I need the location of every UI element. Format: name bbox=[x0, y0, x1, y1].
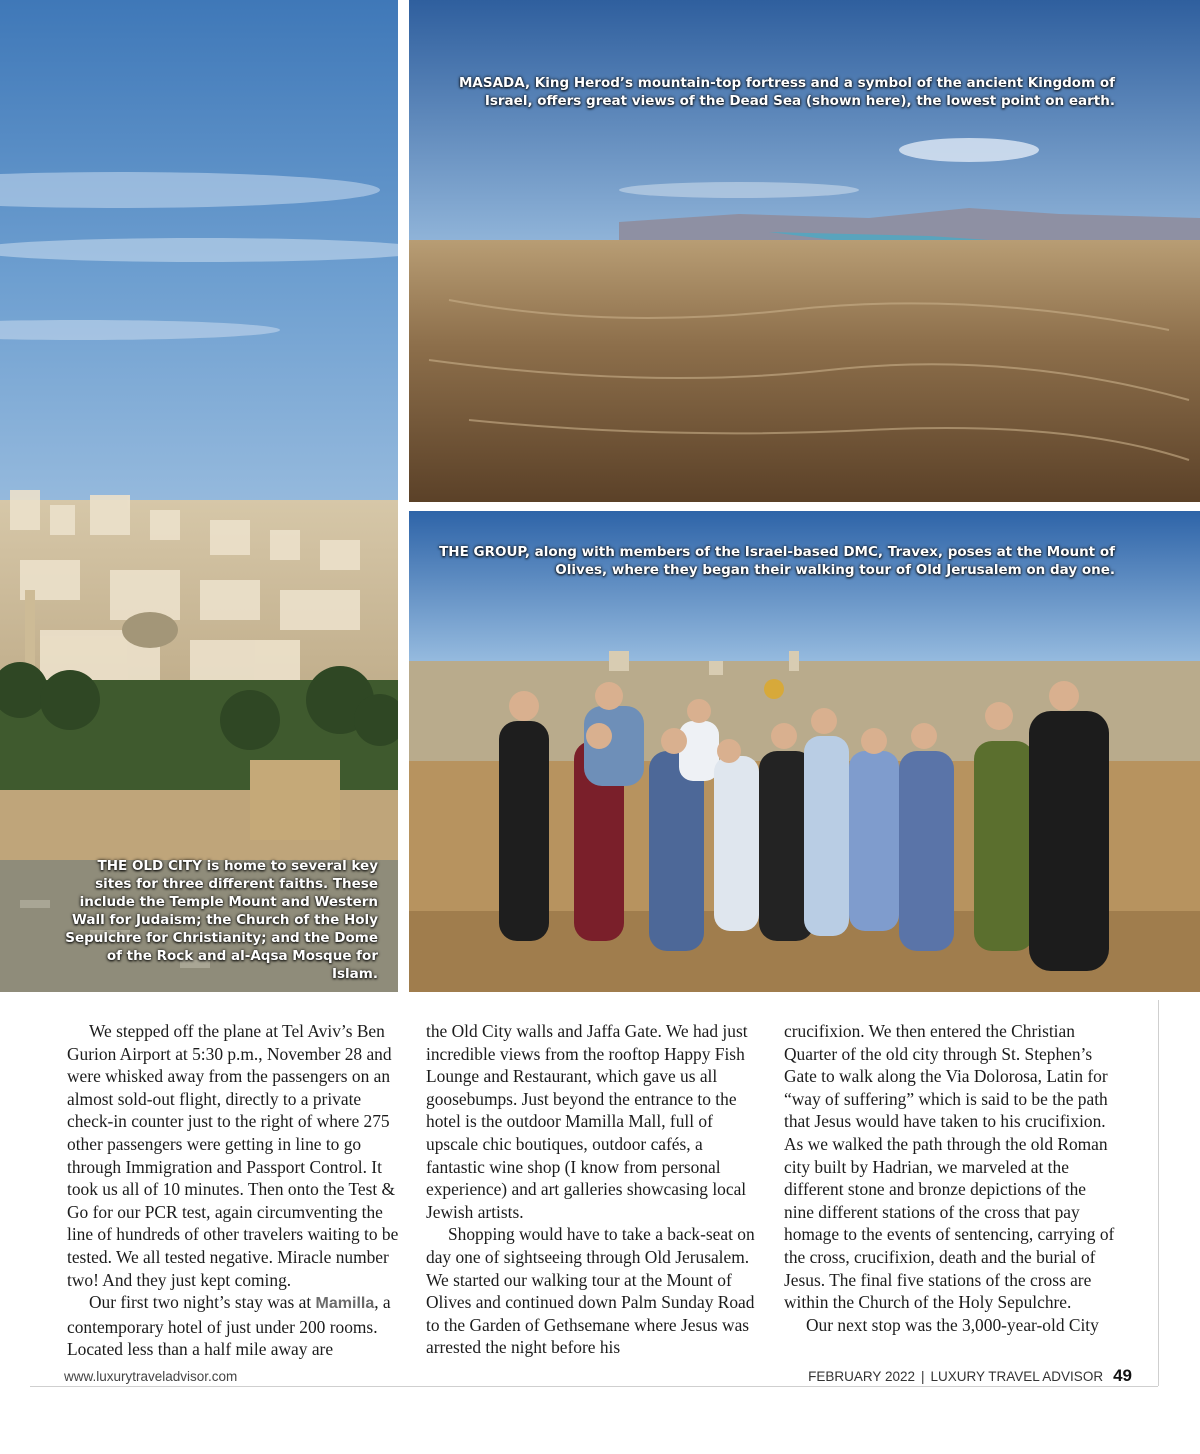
footer-rule-vertical bbox=[1158, 1000, 1159, 1386]
article-column-3 bbox=[784, 1020, 1119, 1336]
paragraph: Our next stop was the 3,000-year-old City bbox=[806, 1314, 1099, 1335]
article-column-2 bbox=[426, 1020, 761, 1359]
caption-old-city: THE OLD CITY is home to several key sites for three different faiths. These include the Temple Mount and Western Wall for Judaism; the Church of the Holy Sepulchre for Christianity; and the Dome of the Rock and al-Aqsa Mosque for Islam. bbox=[65, 858, 378, 982]
article-column-1 bbox=[67, 1020, 402, 1361]
paragraph: Our first two night’s stay was at Mamilla, a contemporary hotel of just under 200 rooms. Located less than a half mile away are bbox=[67, 1292, 391, 1360]
footer-rule bbox=[30, 1386, 1158, 1387]
hotel-name-mamilla: Mamilla bbox=[315, 1295, 375, 1313]
footer-separator: | bbox=[920, 1369, 925, 1384]
footer-issue: FEBRUARY 2022 bbox=[808, 1369, 915, 1384]
paragraph: Shopping would have to take a back-seat on day one of sightseeing through Old Jerusalem. We started our walking tour at the Mount of Olives and continued down Palm Sunday Road to the Garden of Gethsemane where Jesus was arrested the night before his bbox=[426, 1224, 755, 1358]
photo-group bbox=[409, 511, 1200, 992]
footer-issue-info bbox=[808, 1366, 1132, 1386]
caption-masada: MASADA, King Herod’s mountain-top fortress and a symbol of the ancient Kingdom of Israel, offers great views of the Dead Sea (shown here), the lowest point on earth. bbox=[459, 75, 1115, 109]
photo-old-city bbox=[0, 0, 398, 992]
page-number: 49 bbox=[1113, 1366, 1132, 1385]
paragraph: crucifixion. We then entered the Christian Quarter of the old city through St. Stephen’s Gate to walk along the Via Dolorosa, Latin for “way of suffering” which is said to be the path that Jesus would have taken to his crucifixion. As we walked the path through the old Roman city built by Hadrian, we marveled at the different stone and bronze depictions of the nine different stations of the cross that pay homage to the events of sentencing, carrying of the cross, crucifixion, death and the burial of Jesus. The final five stations of the cross are within the Church of the Holy Sepulchre. bbox=[784, 1021, 1115, 1313]
caption-group: THE GROUP, along with members of the Israel-based DMC, Travex, poses at the Mount of Olives, where they began their walking tour of Old Jerusalem on day one. bbox=[439, 544, 1115, 578]
paragraph: the Old City walls and Jaffa Gate. We had just incredible views from the rooftop Happy Fish Lounge and Restaurant, which gave us all goosebumps. Just beyond the entrance to the hotel is the outdoor Mamilla Mall, full of upscale chic boutiques, outdoor cafés, a fantastic wine shop (I know from personal experience) and art galleries showcasing local Jewish artists. bbox=[426, 1021, 748, 1222]
paragraph: We stepped off the plane at Tel Aviv’s Ben Gurion Airport at 5:30 p.m., November 28 and were whisked away from the passengers on an almost sold-out flight, directly to a private check-in counter just to the right of where 275 other passengers were getting in line to go through Immigration and Passport Control. It took us all of 10 minutes. Then onto the Test & Go for our PCR test, again circumventing the line of hundreds of other travelers waiting to be tested. We all tested negative. Miracle number two! And they just kept coming. bbox=[67, 1021, 399, 1290]
footer-url[interactable]: www.luxurytraveladvisor.com bbox=[64, 1369, 238, 1384]
footer-magazine: LUXURY TRAVEL ADVISOR bbox=[930, 1369, 1104, 1384]
